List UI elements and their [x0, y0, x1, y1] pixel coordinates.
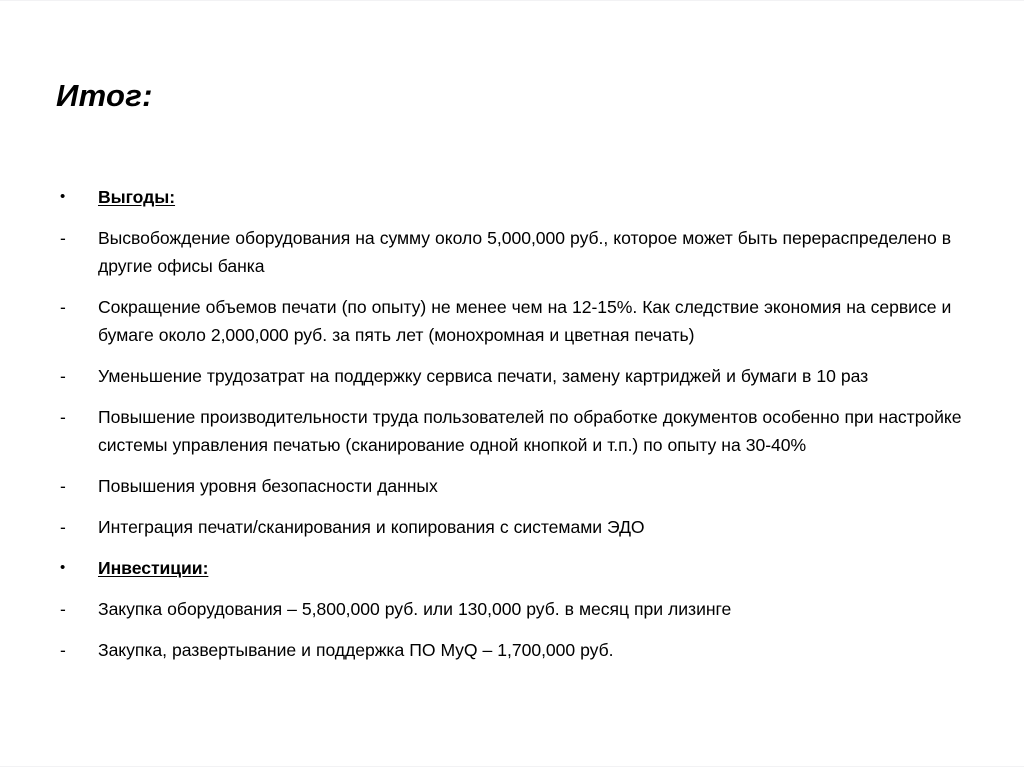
dash-icon: -	[60, 476, 66, 496]
list-item	[56, 362, 974, 390]
list-item-text: Закупка оборудования – 5,800,000 руб. или 130,000 руб. в месяц при лизинге	[98, 599, 732, 619]
dash-icon: -	[60, 407, 66, 427]
list-item-text: Повышения уровня безопасности данных	[98, 476, 438, 496]
dash-icon: -	[60, 517, 66, 537]
list-item-heading	[56, 554, 974, 582]
dash-icon: -	[60, 228, 66, 248]
dash-icon: -	[60, 366, 66, 386]
dash-icon: -	[60, 599, 66, 619]
list-item	[56, 472, 974, 500]
list-item	[56, 595, 974, 623]
bullet-icon: •	[60, 188, 66, 205]
list-item-text: Инвестиции:	[98, 558, 209, 578]
list-item-text: Уменьшение трудозатрат на поддержку сервиса печати, замену картриджей и бумаги в 10 раз	[98, 366, 869, 386]
list-item	[56, 403, 974, 459]
list-item	[56, 224, 974, 280]
dash-icon: -	[60, 640, 66, 660]
bullet-icon: •	[60, 559, 66, 576]
list-item	[56, 513, 974, 541]
list-item-text: Интеграция печати/сканирования и копирования с системами ЭДО	[98, 517, 645, 537]
list-item-heading	[56, 183, 974, 211]
list-item	[56, 636, 974, 664]
summary-list	[56, 183, 974, 664]
page-title: Итог:	[56, 78, 153, 113]
dash-icon: -	[60, 297, 66, 317]
list-item-text: Сокращение объемов печати (по опыту) не менее чем на 12-15%. Как следствие экономия на сервисе и бумаге около 2,000,000 руб. за пять лет (монохромная и цветная печать)	[98, 297, 952, 345]
list-item-text: Повышение производительности труда пользователей по обработке документов особенно при настройке системы управления печатью (сканирование одной кнопкой и т.п.) по опыту на 30-40%	[98, 407, 962, 455]
list-item	[56, 293, 974, 349]
list-item-text: Высвобождение оборудования на сумму около 5,000,000 руб., которое может быть перераспределено в другие офисы банка	[98, 228, 952, 276]
list-item-text: Закупка, развертывание и поддержка ПО MyQ – 1,700,000 руб.	[98, 640, 614, 660]
list-item-text: Выгоды:	[98, 187, 176, 207]
